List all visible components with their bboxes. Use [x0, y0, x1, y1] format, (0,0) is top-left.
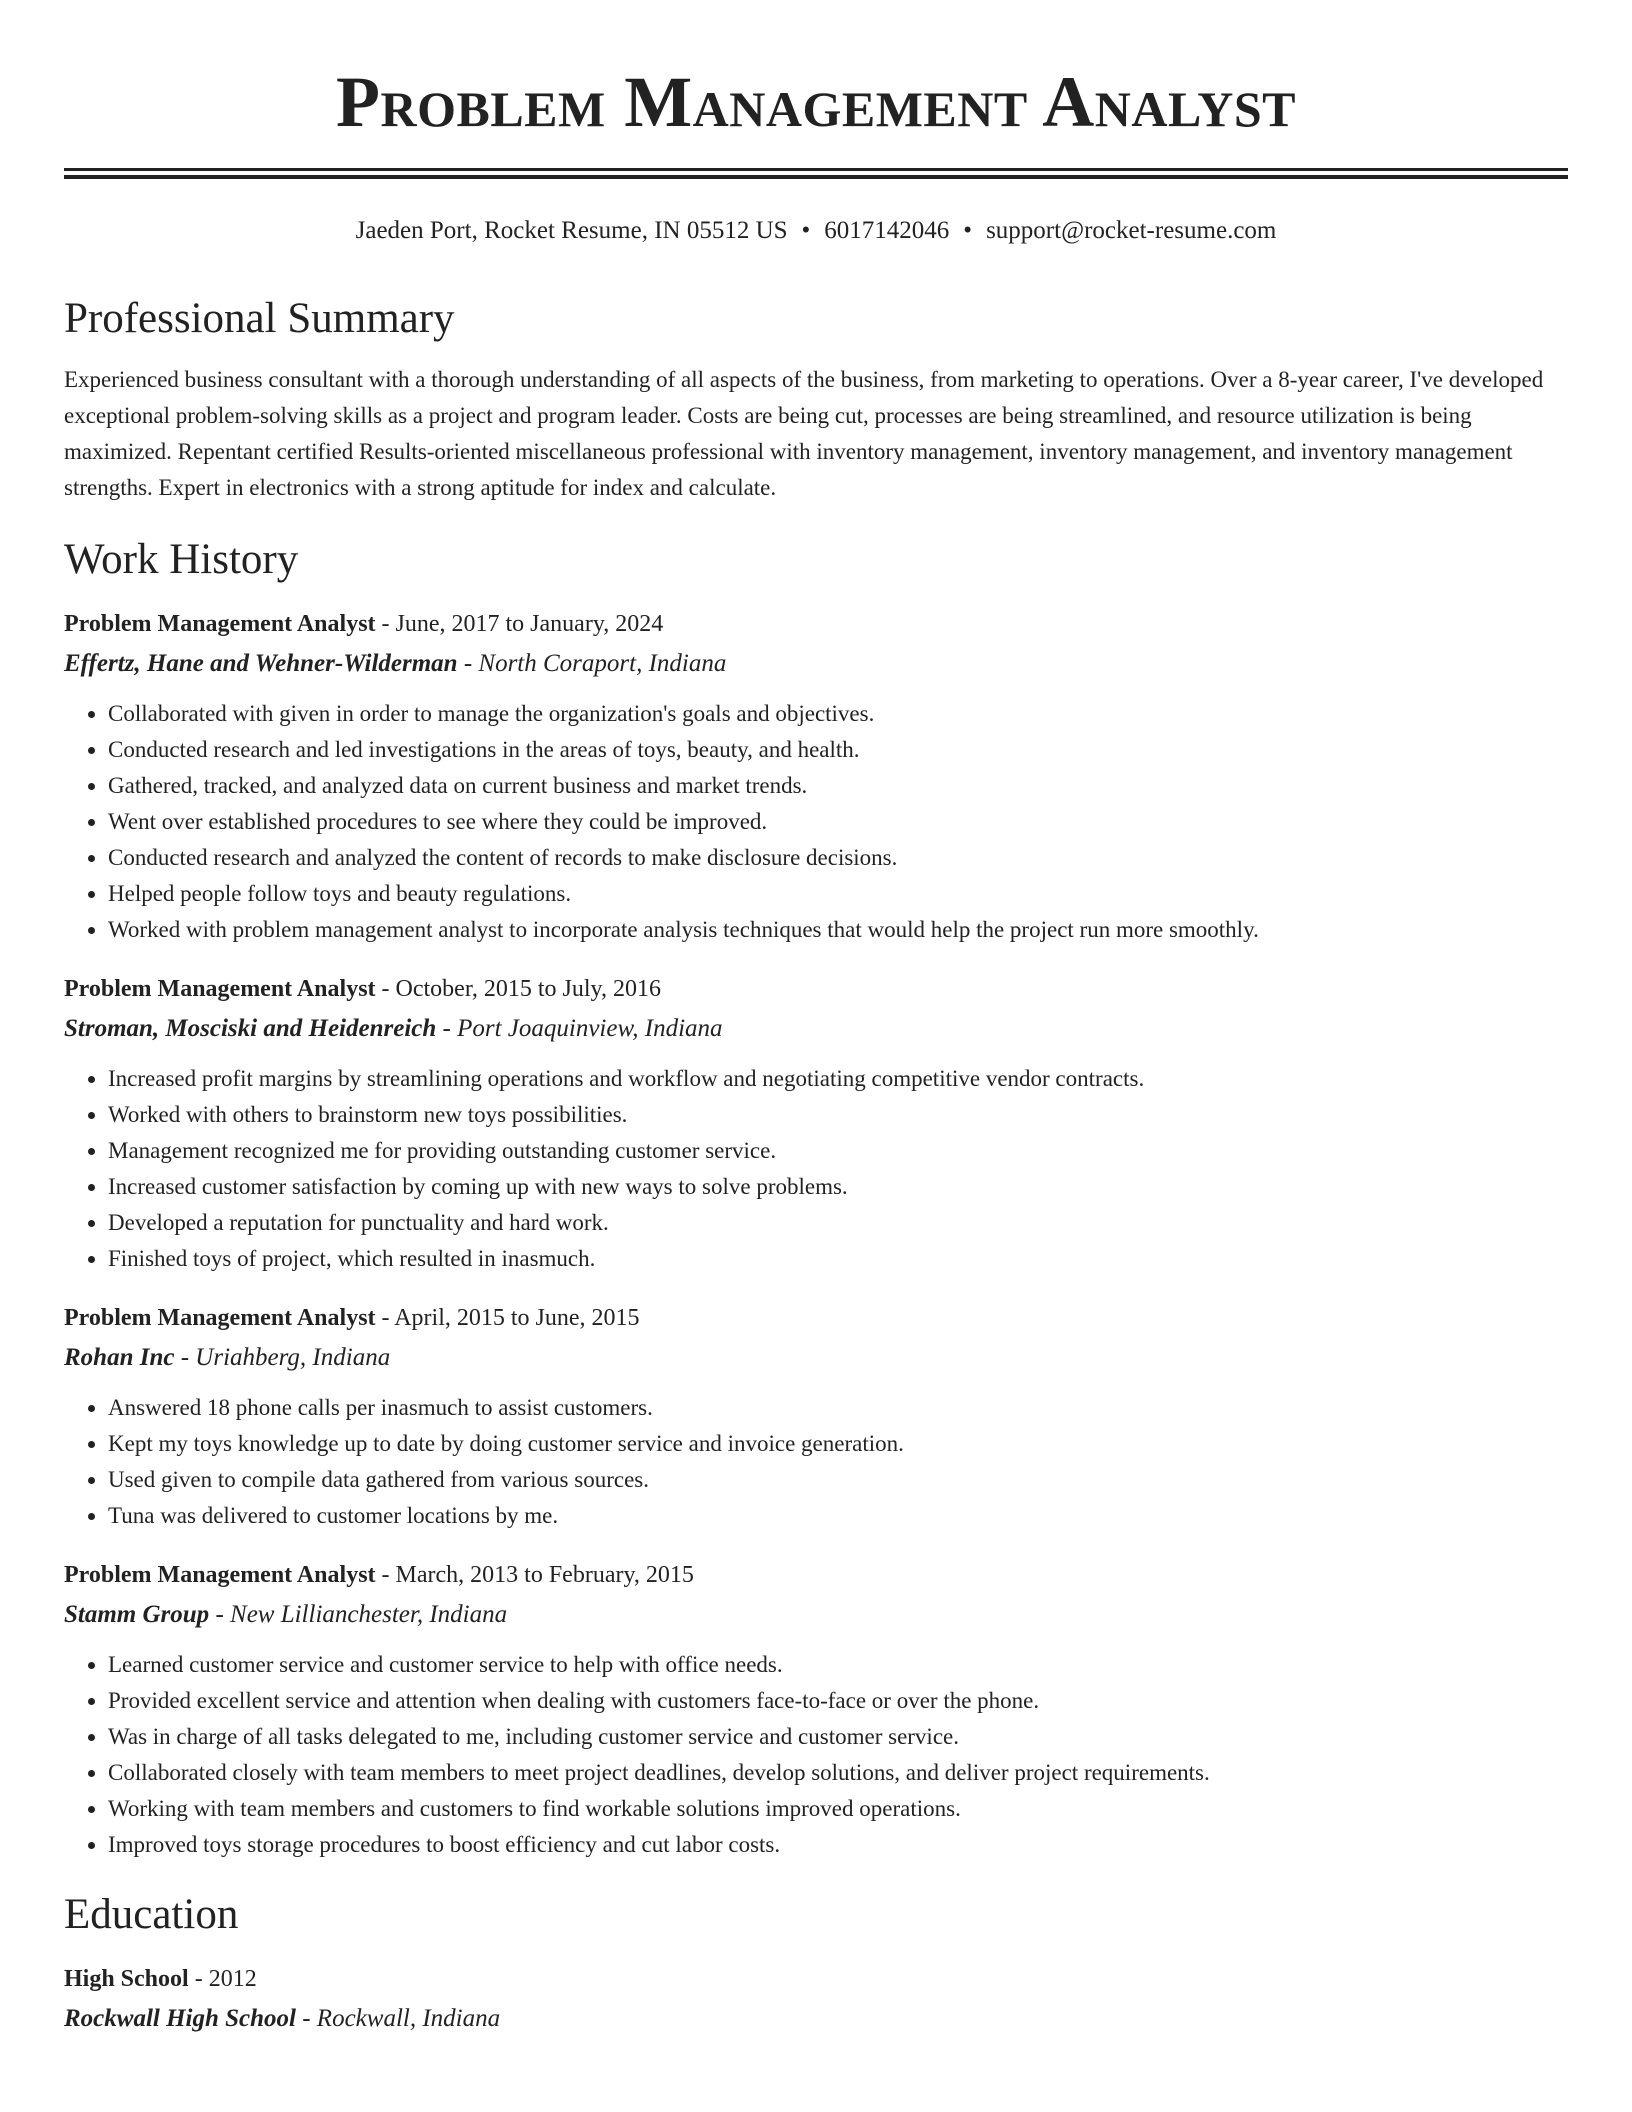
job-role: Problem Management Analyst: [64, 976, 376, 1003]
job-dates: - June, 2017 to January, 2024: [375, 611, 664, 638]
job-location: - Port Joaquinview, Indiana: [436, 1015, 723, 1043]
list-item: • Worked with others to brainstorm new toys possibilities.: [108, 1097, 1568, 1133]
job-employer: [64, 1595, 1568, 1635]
job-company: Rohan Inc: [64, 1344, 175, 1372]
job-duties: [64, 1647, 1568, 1863]
list-item: • Developed a reputation for punctuality and hard work.: [108, 1205, 1568, 1241]
education-year: - 2012: [188, 1966, 257, 1993]
summary-text: Experienced business consultant with a thorough understanding of all aspects of the business, from marketing to operations. Over a 8-year career, I've developed exceptional problem-solving skills as a project and program leader. Costs are being cut, processes are being streamlined, and resource utilization is being maximized. Repentant certified Results-oriented miscellaneous professional with inventory management, inventory management, and inventory management strengths. Expert in electronics with a strong aptitude for index and calculate.: [64, 366, 1544, 500]
job-entry: [64, 970, 1568, 1277]
list-item: • Learned customer service and customer service to help with office needs.: [108, 1647, 1568, 1683]
list-item: • Conducted research and led investigations in the areas of toys, beauty, and health.: [108, 732, 1568, 768]
job-heading: [64, 1299, 1568, 1338]
job-company: Stroman, Mosciski and Heidenreich: [64, 1015, 437, 1043]
contact-phone: 6017142046: [824, 217, 950, 244]
list-item: • Was in charge of all tasks delegated to me, including customer service and customer service.: [108, 1719, 1568, 1755]
contact-separator: •: [801, 217, 811, 244]
list-item: • Gathered, tracked, and analyzed data on current business and market trends.: [108, 768, 1568, 804]
job-role: Problem Management Analyst: [64, 1305, 376, 1332]
job-company: Effertz, Hane and Wehner-Wilderman: [64, 650, 458, 678]
job-duties: [64, 1390, 1568, 1534]
list-item: • Collaborated closely with team members to meet project deadlines, develop solutions, and deliver project requirements.: [108, 1755, 1568, 1791]
list-item: • Went over established procedures to see where they could be improved.: [108, 804, 1568, 840]
job-company: Stamm Group: [64, 1601, 210, 1629]
job-dates: - October, 2015 to July, 2016: [375, 976, 661, 1003]
list-item: • Increased profit margins by streamlining operations and workflow and negotiating competitive vendor contracts.: [108, 1061, 1568, 1097]
job-entry: [64, 605, 1568, 948]
list-item: • Used given to compile data gathered from various sources.: [108, 1462, 1568, 1498]
education-heading: Education: [64, 1891, 239, 1939]
list-item: • Increased customer satisfaction by coming up with new ways to solve problems.: [108, 1169, 1568, 1205]
list-item: • Working with team members and customers to find workable solutions improved operations.: [108, 1791, 1568, 1827]
job-entry: [64, 1556, 1568, 1863]
work-history-heading: Work History: [64, 535, 299, 583]
title-divider: [64, 168, 1568, 179]
education-school-line: [64, 1999, 1568, 2039]
contact-address: Jaeden Port, Rocket Resume, IN 05512 US: [355, 217, 788, 244]
resume-title: Problem Management Analyst: [335, 62, 1296, 142]
job-heading: [64, 605, 1568, 644]
job-employer: [64, 1009, 1568, 1049]
job-location: - New Lillianchester, Indiana: [209, 1601, 508, 1629]
list-item: • Kept my toys knowledge up to date by doing customer service and invoice generation.: [108, 1426, 1568, 1462]
job-location: - North Coraport, Indiana: [457, 650, 727, 678]
education-entry: [64, 1960, 1568, 2039]
job-heading: [64, 970, 1568, 1009]
job-dates: - March, 2013 to February, 2015: [375, 1562, 694, 1589]
education-location: - Rockwall, Indiana: [295, 2005, 501, 2033]
list-item: • Helped people follow toys and beauty regulations.: [108, 876, 1568, 912]
contact-line: [64, 215, 1568, 248]
list-item: • Improved toys storage procedures to boost efficiency and cut labor costs.: [108, 1827, 1568, 1863]
list-item: • Worked with problem management analyst to incorporate analysis techniques that would help the project run more smoothly.: [108, 912, 1568, 948]
contact-email: support@rocket-resume.com: [986, 217, 1277, 244]
job-duties: [64, 696, 1568, 948]
job-entry: [64, 1299, 1568, 1534]
list-item: • Management recognized me for providing outstanding customer service.: [108, 1133, 1568, 1169]
job-heading: [64, 1556, 1568, 1595]
job-role: Problem Management Analyst: [64, 1562, 376, 1589]
contact-separator: •: [963, 217, 973, 244]
list-item: • Collaborated with given in order to manage the organization's goals and objectives.: [108, 696, 1568, 732]
education-degree: High School: [64, 1966, 189, 1993]
job-dates: - April, 2015 to June, 2015: [375, 1305, 640, 1332]
education-school: Rockwall High School: [64, 2005, 296, 2033]
list-item: • Conducted research and analyzed the content of records to make disclosure decisions.: [108, 840, 1568, 876]
job-employer: [64, 1338, 1568, 1378]
job-role: Problem Management Analyst: [64, 611, 376, 638]
list-item: • Tuna was delivered to customer locations by me.: [108, 1498, 1568, 1534]
summary-heading: Professional Summary: [64, 294, 455, 342]
education-heading-line: [64, 1960, 1568, 1999]
list-item: • Answered 18 phone calls per inasmuch to assist customers.: [108, 1390, 1568, 1426]
job-employer: [64, 644, 1568, 684]
job-duties: [64, 1061, 1568, 1277]
list-item: • Finished toys of project, which resulted in inasmuch.: [108, 1241, 1568, 1277]
list-item: • Provided excellent service and attention when dealing with customers face-to-face or over the phone.: [108, 1683, 1568, 1719]
job-location: - Uriahberg, Indiana: [174, 1344, 391, 1372]
